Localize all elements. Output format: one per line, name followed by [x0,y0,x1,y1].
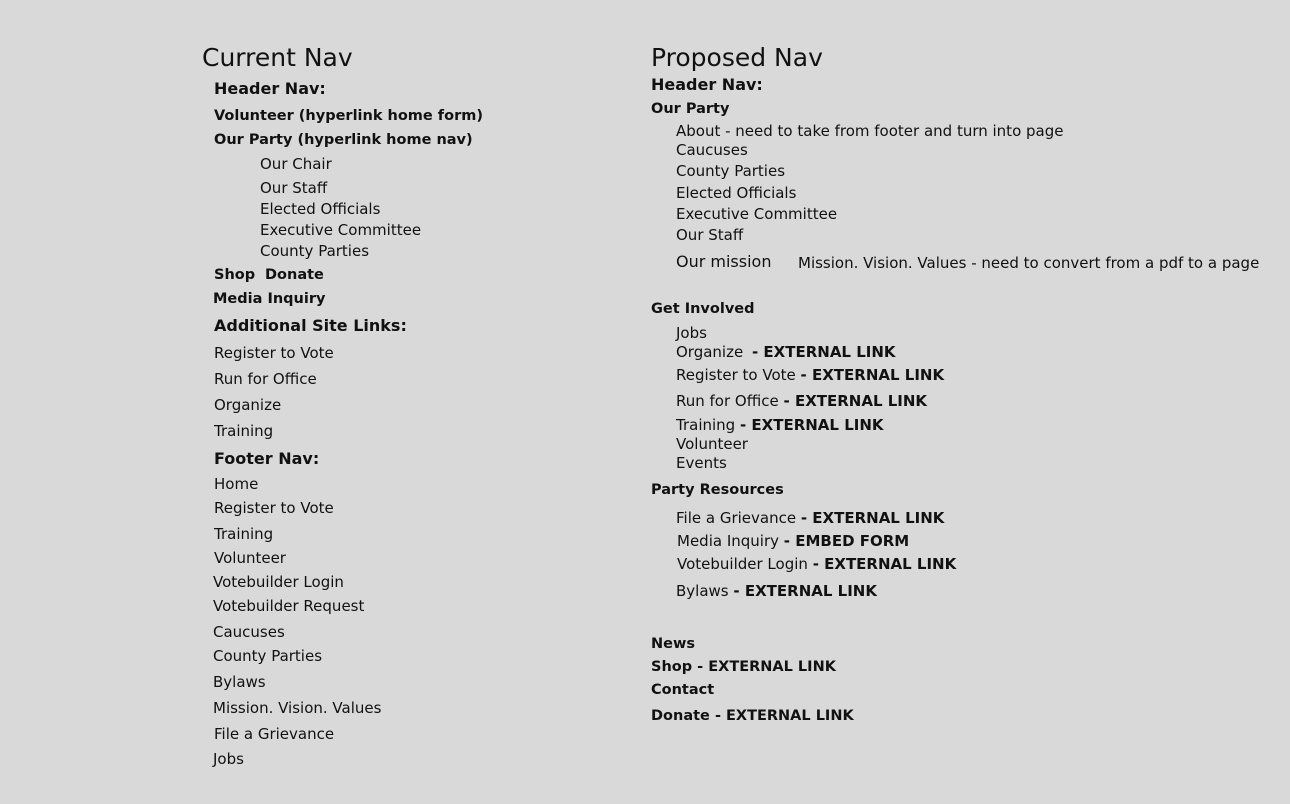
external-link-tag: - EXTERNAL LINK [800,366,945,384]
proposed-our-party-subitem: Executive Committee [676,205,838,223]
proposed-our-party-subitem: Elected Officials [676,184,797,202]
current-header-nav-heading: Header Nav: [214,79,326,98]
current-footer-link: Bylaws [213,673,266,691]
current-donate-item: Donate [265,267,324,283]
proposed-get-involved-item: Organize - EXTERNAL LINK [676,343,896,361]
current-footer-link: Training [214,525,274,543]
proposed-party-resources-heading: Party Resources [651,482,784,498]
current-our-party-item: Our Party (hyperlink home nav) [214,132,473,148]
external-link-tag: - EXTERNAL LINK [800,509,945,527]
current-footer-link: Home [214,475,259,493]
external-link-tag: - EXTERNAL LINK [714,708,854,724]
proposed-our-mission-item: Our mission [676,252,772,271]
current-footer-link: County Parties [213,647,323,665]
current-footer-link: Votebuilder Request [213,597,365,615]
current-footer-link: Caucuses [213,623,285,641]
current-footer-nav-heading: Footer Nav: [214,449,320,468]
external-link-tag: - EXTERNAL LINK [733,582,877,600]
proposed-get-involved-heading: Get Involved [651,301,755,317]
current-volunteer-item: Volunteer (hyperlink home form) [214,108,483,124]
current-additional-link: Register to Vote [214,344,334,362]
proposed-get-involved-item: Events [676,454,727,472]
proposed-get-involved-item: Jobs [676,324,707,342]
current-our-party-subitem: Elected Officials [260,200,381,218]
current-footer-link: Volunteer [214,549,286,567]
current-nav-title: Current Nav [202,43,353,72]
proposed-party-resources-item: Votebuilder Login - EXTERNAL LINK [677,555,957,573]
proposed-our-party-subitem: County Parties [676,162,786,180]
proposed-party-resources-item: File a Grievance - EXTERNAL LINK [676,509,945,527]
proposed-our-party-subitem: Our Staff [676,226,744,244]
proposed-party-resources-item: Bylaws - EXTERNAL LINK [676,582,877,600]
proposed-get-involved-item: Register to Vote - EXTERNAL LINK [676,366,945,384]
current-footer-link: Mission. Vision. Values [213,699,382,717]
embed-form-tag: - EMBED FORM [783,532,910,550]
current-our-party-subitem: County Parties [260,242,370,260]
current-our-party-subitem: Executive Committee [260,221,422,239]
proposed-contact-item: Contact [651,682,715,698]
current-media-inquiry-item: Media Inquiry [213,291,326,307]
proposed-nav-title: Proposed Nav [651,43,823,72]
current-footer-link: Register to Vote [214,499,334,517]
current-our-party-subitem: Our Staff [260,179,328,197]
current-our-party-subitem: Our Chair [260,155,332,173]
proposed-our-party-heading: Our Party [651,101,730,117]
proposed-header-nav-heading: Header Nav: [651,75,763,94]
proposed-get-involved-item: Volunteer [676,435,748,453]
current-additional-link: Run for Office [214,370,317,388]
proposed-our-party-subitem: About - need to take from footer and turn into page [676,122,1064,140]
current-additional-link: Training [214,422,274,440]
external-link-tag: - EXTERNAL LINK [739,416,884,434]
proposed-party-resources-item: Media Inquiry - EMBED FORM [677,532,910,550]
current-footer-link: Jobs [213,750,244,768]
current-additional-link: Organize [214,396,282,414]
external-link-tag: - EXTERNAL LINK [783,392,928,410]
proposed-donate-item: Donate - EXTERNAL LINK [651,708,854,724]
proposed-our-party-subitem: Caucuses [676,141,748,159]
current-footer-link: Votebuilder Login [213,573,344,591]
proposed-our-mission-note: Mission. Vision. Values - need to convert from a pdf to a page [798,254,1260,272]
current-footer-link: File a Grievance [214,725,335,743]
proposed-news-item: News [651,636,695,652]
proposed-get-involved-item: Training - EXTERNAL LINK [676,416,884,434]
proposed-get-involved-item: Run for Office - EXTERNAL LINK [676,392,928,410]
external-link-tag: - EXTERNAL LINK [697,659,836,675]
current-additional-links-heading: Additional Site Links: [214,316,407,335]
proposed-shop-item: Shop - EXTERNAL LINK [651,659,836,675]
external-link-tag: - EXTERNAL LINK [812,555,957,573]
external-link-tag: - EXTERNAL LINK [751,343,896,361]
current-shop-item: Shop [214,267,256,283]
